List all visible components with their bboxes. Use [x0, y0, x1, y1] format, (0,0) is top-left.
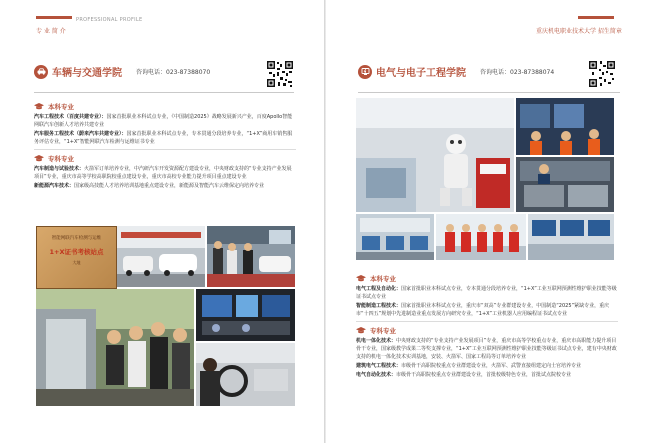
college-heading [34, 64, 210, 79]
consult-phone: 咨询电话：023-87388070 [136, 69, 211, 76]
major-entry: 汽车工程技术（百度共建专业）：国家首批职业本科试点专业，《中国制造2025》战略发展新兴产业，百度Apollo智能网联汽车创新人才培养共建专业 [34, 114, 293, 128]
undergrad-label: 本科专业 [370, 275, 396, 283]
section-divider [34, 149, 296, 150]
workstation-photo [356, 214, 434, 260]
computer-lab-photo [528, 214, 614, 260]
header-accent-bar [36, 16, 72, 19]
plaque-line1: 智能网联汽车检测与运维 [51, 236, 102, 241]
college-title: 车辆与交通学院 [52, 68, 122, 79]
graduation-cap-icon [356, 275, 366, 282]
engine-lab-photo [196, 289, 295, 341]
robot-exhibition-photo [356, 98, 514, 212]
driving-simulator-photo [196, 343, 295, 406]
major-entry: 新能源汽车技术：国家级高技能人才培养培训基地重点建设专业，新能源及智能汽车云维保定向培养专业 [34, 183, 265, 189]
majors-text-block [34, 98, 296, 191]
major-entry: 汽车服务工程技术（蔚来汽车共建专业）：国家首批职业本科试点专业，专本贯通分段培养专业，“1+X”商用车销售服务评估专业，“1+X”智能网联汽车检测与运维证书专业 [34, 131, 293, 145]
junior-heading [34, 154, 296, 163]
major-entry: 电气自动化技术：市级骨干高职院校重点专业群建设专业，首批校级特色专业，首批试点院校专业 [356, 372, 572, 378]
car-icon [34, 65, 48, 79]
workshop-cars-photo [117, 226, 205, 287]
major-entry: 建筑电气工程技术：市级骨干高职院校重点专业群建设专业，火箭军、武警直接组建定向士官培养专业 [356, 363, 582, 369]
classroom-practice-photo [36, 289, 194, 406]
left-page [0, 0, 324, 443]
undergrad-heading [356, 274, 618, 283]
electric-icon [358, 65, 372, 79]
major-entry: 电气工程及自动化：国家首批职业本科试点专业，专本贯通分段培养专业，“1+X”工业互联网预测性维护职业技能等级证书试点专业 [356, 286, 617, 300]
header-english: PROFESSIONAL PROFILE [76, 17, 143, 23]
lab-students-photo [516, 98, 614, 155]
qr-code-icon [266, 60, 294, 88]
students-photo [207, 226, 295, 287]
section-divider [356, 321, 618, 322]
plaque-line2: 1+X证书考核站点 [49, 248, 104, 256]
heading-divider [358, 92, 620, 93]
header-accent-bar [578, 16, 614, 19]
junior-label: 专科专业 [370, 327, 396, 335]
training-bench-photo [516, 157, 614, 212]
major-entry: 机电一体化技术：中央财政支持的“专业支持产业发展项目”专业，重庆市高等学校重点专业，重庆市高职能力提升项目骨干专业，国家级教学成果二等奖支撑专业，“1+X”工业互联网预测性维护职业技能等级证书试点专业，建有中央财政支持的机电一体化技术实训基地，安装、火箭军、国家工程局等订单培养专业 [356, 338, 617, 360]
graduation-cap-icon [34, 155, 44, 162]
undergrad-label: 本科专业 [48, 103, 74, 111]
college-title: 电气与电子工程学院 [376, 68, 466, 79]
qr-code-icon [588, 60, 616, 88]
header-chinese: 专 业 简 介 [36, 28, 66, 35]
major-entry: 汽车制造与试验技术：火箭军订单培养专业，中汽研汽车开发资源配方建设专业，中央财政支持的“专业支持产业发展项目”专业，重庆市高等学校高职院校重点建设专业，重庆市高校专业能力提升项目重点建设专业 [34, 166, 292, 180]
plaque-line3: 大地 [72, 260, 81, 265]
junior-heading [356, 326, 618, 335]
consult-phone: 咨询电话：023-87388074 [480, 69, 555, 76]
certificate-plaque-photo [36, 226, 117, 289]
major-entry: 智能制造工程技术：国家首批职业本科试点专业，重庆市“双高”专业群建设专业，中国制造“2025”紧缺专业，重庆市“十四五”规划中先进制造业重点发展方向研究专业，“1+X”工业机器人应用编程证书试点专业 [356, 303, 610, 317]
heading-divider [34, 92, 294, 93]
majors-text-block [356, 270, 618, 380]
college-heading [358, 64, 554, 79]
right-page [326, 0, 650, 443]
graduation-cap-icon [34, 103, 44, 110]
red-uniform-team-photo [436, 214, 526, 260]
junior-label: 专科专业 [48, 155, 74, 163]
header-school-name: 重庆机电职业技术大学 招生简章 [536, 28, 622, 35]
graduation-cap-icon [356, 327, 366, 334]
undergrad-heading [34, 102, 296, 111]
